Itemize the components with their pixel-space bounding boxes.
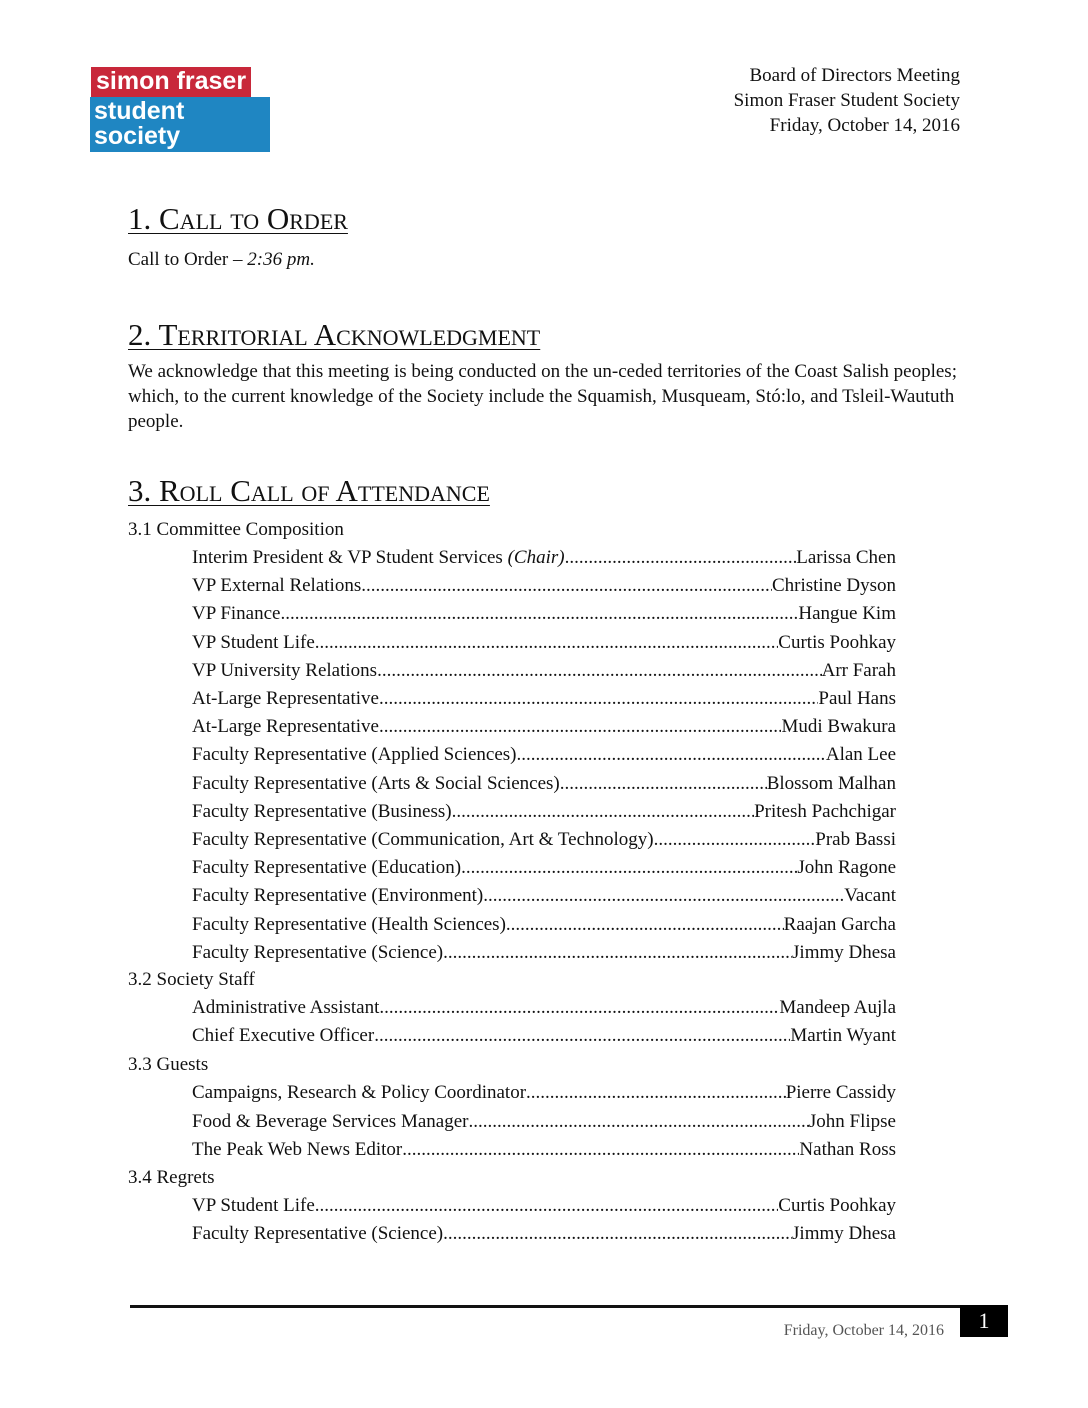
roster-entry (192, 1220, 896, 1248)
dot-leader (506, 911, 784, 939)
roster-name: Jimmy Dhesa (792, 941, 896, 963)
roster-name: John Flipse (808, 1110, 896, 1132)
dot-leader (361, 572, 772, 600)
roster-name: Hangue Kim (798, 603, 896, 625)
roster-entry (192, 544, 896, 572)
roster-role: Faculty Representative (Environment) (192, 885, 484, 907)
footer-date: Friday, October 14, 2016 (783, 1322, 944, 1339)
roster-entry (192, 798, 896, 826)
dot-leader (315, 629, 779, 657)
roster-entry (192, 882, 896, 910)
logo-line-1: simon fraser (91, 67, 251, 97)
regrets-heading: 3.4 Regrets (128, 1167, 215, 1188)
roster-entry (192, 657, 896, 685)
roster-entry (192, 1022, 896, 1050)
roster-entry (192, 600, 896, 628)
document-header (734, 63, 960, 138)
roster-role: VP Student Life (192, 631, 315, 653)
roster-entry (192, 994, 896, 1022)
dot-leader (379, 713, 782, 741)
roster-role: Interim President & VP Student Services (192, 547, 508, 568)
dot-leader (443, 1220, 792, 1248)
roster-role: At-Large Representative (192, 688, 379, 709)
roster-role: Campaigns, Research & Policy Coordinator (192, 1082, 527, 1103)
roster-name: Paul Hans (818, 688, 896, 709)
roster-role-group (192, 544, 565, 572)
roster-name: Curtis Poohkay (778, 631, 896, 653)
dot-leader (443, 939, 792, 967)
roster-role: Faculty Representative (Education) (192, 857, 462, 879)
roster-role: Faculty Representative (Health Sciences) (192, 913, 506, 935)
dot-leader (516, 741, 825, 769)
roster-entry (192, 629, 896, 657)
dot-leader (379, 685, 818, 713)
dot-leader (280, 600, 798, 628)
roster-role: The Peak Web News Editor (192, 1139, 403, 1160)
header-meeting-title: Board of Directors Meeting (749, 65, 960, 86)
roster-name: Pritesh Pachchigar (754, 800, 896, 822)
roster-entry (192, 1192, 896, 1220)
roster-role: Faculty Representative (Applied Sciences) (192, 744, 517, 766)
roster-name: Arr Farah (821, 659, 896, 681)
roster-role: Faculty Representative (Business) (192, 800, 452, 822)
call-to-order-time: 2:36 pm. (247, 249, 315, 270)
roster-role: VP External Relations (192, 575, 362, 597)
dot-leader (468, 1108, 808, 1136)
sfss-logo (90, 67, 270, 152)
roster-entry (192, 1136, 896, 1164)
header-date: Friday, October 14, 2016 (769, 115, 960, 136)
roster-entry (192, 1108, 896, 1136)
roster-name: Vacant (844, 885, 896, 907)
roster-role: VP University Relations (192, 659, 378, 681)
dot-leader (526, 1079, 786, 1107)
roster-role: Food & Beverage Services Manager (192, 1110, 469, 1132)
roster-entry (192, 770, 896, 798)
roster-name: Christine Dyson (771, 575, 896, 597)
section-call-to-order-title: 1. Call to Order (128, 201, 348, 236)
logo-line-2: student society (90, 97, 270, 152)
section-roll-call-title: 3. Roll Call of Attendance (128, 473, 490, 508)
roster-role: Faculty Representative (Communication, Art & Technology) (192, 829, 654, 850)
call-to-order-prefix: Call to Order – (128, 249, 248, 270)
roster-name: Martin Wyant (790, 1025, 896, 1046)
header-organization: Simon Fraser Student Society (733, 90, 960, 111)
dot-leader (315, 1192, 779, 1220)
roster-name: Blossom Malhan (766, 772, 896, 794)
call-to-order-text (128, 247, 315, 272)
dot-leader (565, 544, 797, 572)
roster-role: Faculty Representative (Science) (192, 941, 444, 963)
dot-leader (374, 1022, 790, 1050)
roster-entry (192, 572, 896, 600)
page-number: 1 (960, 1305, 1008, 1337)
roster-name: John Ragone (797, 857, 896, 879)
dot-leader (654, 826, 816, 854)
guests-heading: 3.3 Guests (128, 1054, 209, 1075)
roster-name: Alan Lee (825, 744, 896, 766)
roster-entry (192, 854, 896, 882)
roster-role: Chief Executive Officer (192, 1025, 375, 1046)
roster-entry (192, 826, 896, 854)
roster-role-note: (Chair) (507, 547, 565, 568)
roster-name: Nathan Ross (799, 1139, 896, 1160)
section-territorial-title: 2. Territorial Acknowledgment (128, 317, 541, 352)
roster-name: Mandeep Aujla (779, 997, 896, 1018)
roster-role: At-Large Representative (192, 716, 379, 738)
roster-role: Faculty Representative (Science) (192, 1223, 444, 1244)
committee-heading: 3.1 Committee Composition (128, 519, 344, 540)
roster-role: VP Student Life (192, 1195, 315, 1216)
dot-leader (461, 854, 797, 882)
roster-role: Administrative Assistant (192, 997, 380, 1018)
territorial-acknowledgment-text: We acknowledge that this meeting is being conducted on the un-ceded territories of the Coast Salish peoples; which, to the current knowledge of the Society include the Squamish, Musqueam, Stó:lo, and Tsleil-Waututh people. (128, 361, 957, 432)
roster-role: Faculty Representative (Arts & Social Sciences) (192, 772, 560, 794)
roster-name: Prab Bassi (815, 829, 896, 850)
roster-name: Larissa Chen (796, 547, 896, 568)
roster-entry (192, 1079, 896, 1107)
dot-leader (452, 798, 754, 826)
roster-entry (192, 713, 896, 741)
roster-role: VP Finance (192, 603, 281, 625)
roster-name: Curtis Poohkay (778, 1195, 896, 1216)
roster-entry (192, 685, 896, 713)
roster-entry (192, 939, 896, 967)
staff-heading: 3.2 Society Staff (128, 969, 255, 990)
roster-name: Pierre Cassidy (785, 1082, 896, 1103)
roster-name: Raajan Garcha (783, 913, 896, 935)
footer-rule (130, 1305, 960, 1308)
roster-entry (192, 741, 896, 769)
roster-name: Mudi Bwakura (781, 716, 896, 738)
roster-entry (192, 911, 896, 939)
dot-leader (483, 882, 844, 910)
dot-leader (402, 1136, 799, 1164)
dot-leader (377, 657, 822, 685)
roster-name: Jimmy Dhesa (792, 1223, 896, 1244)
dot-leader (379, 994, 779, 1022)
dot-leader (560, 770, 767, 798)
